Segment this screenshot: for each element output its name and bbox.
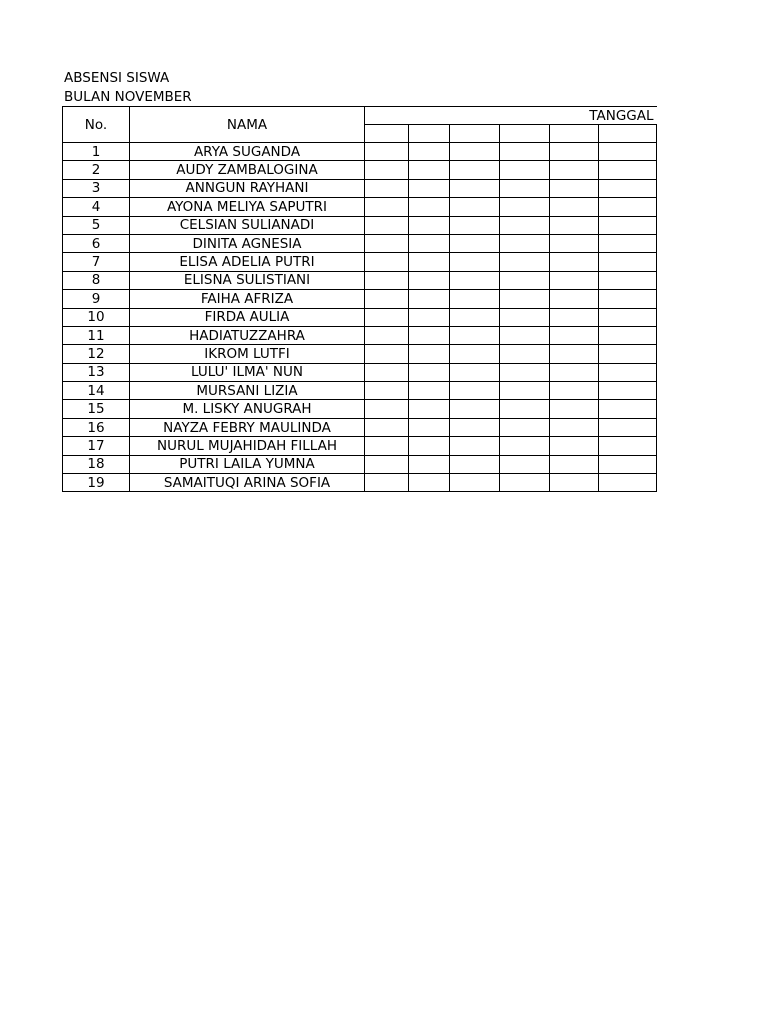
student-name: PUTRI LAILA YUMNA [130,455,365,473]
attendance-cell[interactable] [550,308,599,326]
attendance-table [62,106,657,492]
attendance-cell[interactable] [500,326,550,344]
header-no: No. [63,107,130,143]
student-name: MURSANI LIZIA [130,382,365,400]
attendance-cell[interactable] [365,143,409,161]
table-row [63,271,657,289]
date-header-cell[interactable] [409,125,450,143]
attendance-cell[interactable] [550,216,599,234]
attendance-cell[interactable] [450,234,500,252]
attendance-cell[interactable] [450,161,500,179]
attendance-cell[interactable] [500,216,550,234]
attendance-cell[interactable] [409,198,450,216]
row-number: 4 [63,198,130,216]
attendance-cell[interactable] [599,234,657,252]
row-number: 6 [63,234,130,252]
row-number: 5 [63,216,130,234]
attendance-cell[interactable] [500,253,550,271]
attendance-cell[interactable] [550,437,599,455]
student-name: NURUL MUJAHIDAH FILLAH [130,437,365,455]
attendance-cell[interactable] [599,363,657,381]
sheet-subtitle: BULAN NOVEMBER [64,89,192,105]
date-header-cell[interactable] [500,125,550,143]
attendance-cell[interactable] [500,382,550,400]
row-number: 3 [63,179,130,197]
attendance-cell[interactable] [500,198,550,216]
attendance-cell[interactable] [500,234,550,252]
attendance-cell[interactable] [450,345,500,363]
row-number: 2 [63,161,130,179]
attendance-cell[interactable] [500,345,550,363]
attendance-cell[interactable] [365,474,409,492]
attendance-cell[interactable] [409,437,450,455]
table-row [63,308,657,326]
student-name: SAMAITUQI ARINA SOFIA [130,474,365,492]
attendance-cell[interactable] [599,400,657,418]
row-number: 15 [63,400,130,418]
attendance-cell[interactable] [450,179,500,197]
attendance-cell[interactable] [599,143,657,161]
attendance-cell[interactable] [599,418,657,436]
attendance-cell[interactable] [365,161,409,179]
attendance-cell[interactable] [450,143,500,161]
table-row [63,143,657,161]
attendance-cell[interactable] [409,216,450,234]
attendance-cell[interactable] [550,271,599,289]
student-name: LULU' ILMA' NUN [130,363,365,381]
row-number: 1 [63,143,130,161]
attendance-cell[interactable] [450,271,500,289]
attendance-cell[interactable] [409,363,450,381]
student-name: AYONA MELIYA SAPUTRI [130,198,365,216]
attendance-cell[interactable] [500,179,550,197]
attendance-cell[interactable] [500,290,550,308]
date-header-cell[interactable] [365,125,409,143]
student-name: IKROM LUTFI [130,345,365,363]
attendance-cell[interactable] [409,326,450,344]
attendance-cell[interactable] [365,345,409,363]
row-number: 16 [63,418,130,436]
table-body [63,143,657,492]
attendance-cell[interactable] [599,198,657,216]
attendance-cell[interactable] [500,271,550,289]
attendance-cell[interactable] [365,290,409,308]
table-row [63,234,657,252]
attendance-cell[interactable] [365,326,409,344]
attendance-cell[interactable] [550,400,599,418]
date-header-cell[interactable] [450,125,500,143]
attendance-cell[interactable] [599,271,657,289]
header-tanggal: TANGGAL [365,107,657,125]
attendance-cell[interactable] [409,234,450,252]
attendance-cell[interactable] [450,455,500,473]
row-number: 8 [63,271,130,289]
student-name: ANNGUN RAYHANI [130,179,365,197]
attendance-cell[interactable] [365,437,409,455]
attendance-cell[interactable] [365,216,409,234]
attendance-cell[interactable] [365,363,409,381]
row-number: 10 [63,308,130,326]
attendance-cell[interactable] [409,345,450,363]
attendance-cell[interactable] [500,455,550,473]
attendance-cell[interactable] [550,455,599,473]
attendance-cell[interactable] [550,161,599,179]
attendance-cell[interactable] [550,326,599,344]
table-row [63,253,657,271]
attendance-cell[interactable] [599,290,657,308]
table-row [63,400,657,418]
student-name: FAIHA AFRIZA [130,290,365,308]
attendance-cell[interactable] [365,308,409,326]
attendance-cell[interactable] [550,345,599,363]
attendance-cell[interactable] [409,382,450,400]
row-number: 12 [63,345,130,363]
attendance-cell[interactable] [409,474,450,492]
date-header-cell[interactable] [550,125,599,143]
attendance-cell[interactable] [450,308,500,326]
row-number: 14 [63,382,130,400]
attendance-cell[interactable] [599,308,657,326]
table-row [63,345,657,363]
student-name: FIRDA AULIA [130,308,365,326]
attendance-cell[interactable] [550,418,599,436]
attendance-cell[interactable] [409,271,450,289]
attendance-cell[interactable] [409,418,450,436]
row-number: 9 [63,290,130,308]
attendance-cell[interactable] [500,474,550,492]
student-name: NAYZA FEBRY MAULINDA [130,418,365,436]
attendance-cell[interactable] [450,382,500,400]
attendance-cell[interactable] [409,455,450,473]
row-number: 17 [63,437,130,455]
row-number: 7 [63,253,130,271]
attendance-cell[interactable] [450,418,500,436]
attendance-cell[interactable] [450,326,500,344]
attendance-cell[interactable] [450,437,500,455]
table-row [63,455,657,473]
attendance-cell[interactable] [409,143,450,161]
student-name: AUDY ZAMBALOGINA [130,161,365,179]
attendance-cell[interactable] [409,253,450,271]
attendance-cell[interactable] [365,234,409,252]
attendance-cell[interactable] [550,474,599,492]
attendance-cell[interactable] [500,143,550,161]
attendance-cell[interactable] [500,161,550,179]
header-nama: NAMA [130,107,365,143]
attendance-cell[interactable] [450,216,500,234]
table-row [63,418,657,436]
attendance-cell[interactable] [550,234,599,252]
sheet-title: ABSENSI SISWA [64,70,170,86]
attendance-cell[interactable] [365,382,409,400]
attendance-cell[interactable] [365,253,409,271]
table-row [63,161,657,179]
attendance-cell[interactable] [409,308,450,326]
attendance-cell[interactable] [409,179,450,197]
table-row [63,179,657,197]
student-name: ARYA SUGANDA [130,143,365,161]
attendance-cell[interactable] [365,179,409,197]
attendance-cell[interactable] [550,198,599,216]
attendance-cell[interactable] [599,455,657,473]
attendance-cell[interactable] [500,400,550,418]
table-row [63,382,657,400]
attendance-cell[interactable] [599,437,657,455]
attendance-cell[interactable] [500,437,550,455]
attendance-cell[interactable] [450,290,500,308]
table-row [63,437,657,455]
row-number: 11 [63,326,130,344]
student-name: HADIATUZZAHRA [130,326,365,344]
attendance-cell[interactable] [450,253,500,271]
attendance-cell[interactable] [550,363,599,381]
header-row [63,107,657,125]
attendance-cell[interactable] [365,418,409,436]
attendance-cell[interactable] [500,308,550,326]
row-number: 18 [63,455,130,473]
attendance-cell[interactable] [450,363,500,381]
date-header-cell[interactable] [599,125,657,143]
attendance-cell[interactable] [365,400,409,418]
attendance-cell[interactable] [409,400,450,418]
attendance-cell[interactable] [550,253,599,271]
student-name: M. LISKY ANUGRAH [130,400,365,418]
attendance-cell[interactable] [500,363,550,381]
attendance-cell[interactable] [550,143,599,161]
student-name: ELISNA SULISTIANI [130,271,365,289]
student-name: ELISA ADELIA PUTRI [130,253,365,271]
attendance-cell[interactable] [450,198,500,216]
attendance-cell[interactable] [599,345,657,363]
table-row [63,326,657,344]
table-row [63,198,657,216]
student-name: DINITA AGNESIA [130,234,365,252]
row-number: 19 [63,474,130,492]
table-row [63,363,657,381]
attendance-cell[interactable] [599,161,657,179]
table-row [63,474,657,492]
attendance-cell[interactable] [599,474,657,492]
attendance-cell[interactable] [550,290,599,308]
table-row [63,290,657,308]
student-name: CELSIAN SULIANADI [130,216,365,234]
attendance-cell[interactable] [599,382,657,400]
attendance-cell[interactable] [365,198,409,216]
table-row [63,216,657,234]
attendance-cell[interactable] [365,455,409,473]
attendance-cell[interactable] [599,253,657,271]
attendance-cell[interactable] [450,474,500,492]
attendance-cell[interactable] [365,271,409,289]
attendance-cell[interactable] [450,400,500,418]
attendance-cell[interactable] [550,179,599,197]
attendance-cell[interactable] [409,290,450,308]
attendance-cell[interactable] [599,179,657,197]
attendance-cell[interactable] [599,326,657,344]
attendance-cell[interactable] [500,418,550,436]
attendance-cell[interactable] [409,161,450,179]
attendance-cell[interactable] [599,216,657,234]
attendance-cell[interactable] [550,382,599,400]
row-number: 13 [63,363,130,381]
